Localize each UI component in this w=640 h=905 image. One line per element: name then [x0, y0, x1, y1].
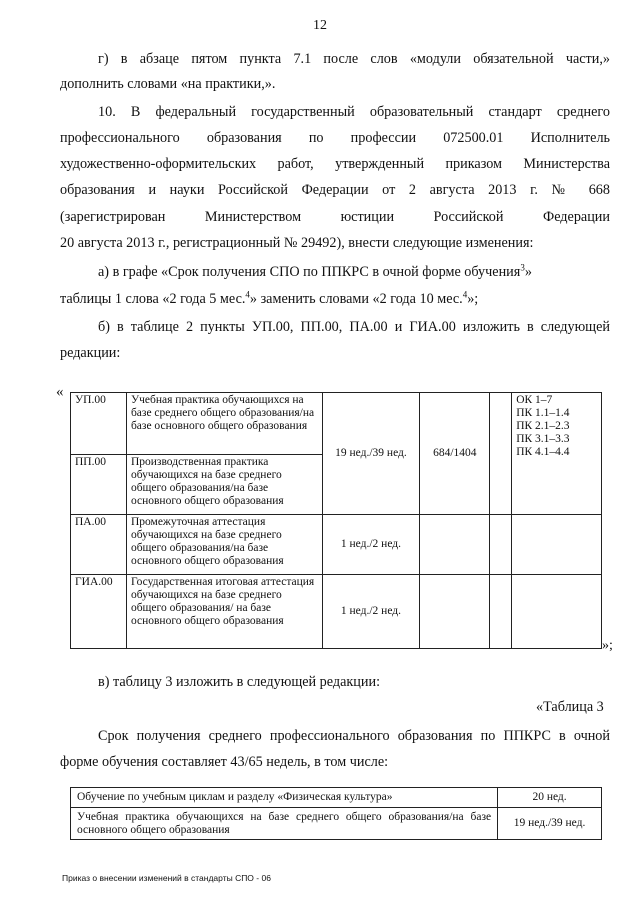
- row-code: ПА.00: [71, 515, 127, 575]
- para-v-line1: в) таблицу 3 изложить в следующей редакции:: [98, 674, 381, 690]
- para-10-line5: (зарегистрирован Министерством юстиции Российской Федерации: [60, 209, 610, 225]
- table-3-label: «Таблица 3: [536, 699, 604, 715]
- empty-cell: [512, 515, 602, 575]
- para-g-line2: дополнить словами «на практики,».: [60, 76, 276, 92]
- para-a-line1: а) в графе «Срок получения СПО по ППКРС в очной форме обучения$^3$»: [98, 262, 532, 280]
- para-b-line1: б) в таблице 2 пункты УП.00, ПП.00, ПА.00 и ГИА.00 изложить в следующей: [98, 319, 610, 335]
- table-3: [70, 787, 602, 840]
- competency: ПК 3.1–3.3: [516, 433, 570, 445]
- table-row: [71, 515, 602, 575]
- row-code: УП.00: [71, 393, 127, 455]
- row-desc: Производственная практика обучающихся на базе среднего общего образования/на базе основного общего образования: [126, 455, 322, 515]
- footer: Приказ о внесении изменений в стандарты СПО - 06: [62, 873, 271, 883]
- table-row: [71, 808, 602, 840]
- close-quote: »;: [602, 638, 613, 653]
- para-a-line2: таблицы 1 слова «2 года 5 мес.$^4$» заменить словами «2 года 10 мес.$^4$»;: [60, 289, 479, 307]
- row-desc: Промежуточная аттестация обучающихся на базе среднего общего образования/на базе основного общего образования: [126, 515, 322, 575]
- para-10-line1: 10. В федеральный государственный образовательный стандарт среднего: [98, 104, 610, 120]
- row-code: ПП.00: [71, 455, 127, 515]
- row-desc: Государственная итоговая аттестация обучающихся на базе среднего общего образования/ на базе основного общего образования: [126, 575, 322, 649]
- row-value: 20 нед.: [498, 788, 602, 808]
- row-weeks: 1 нед./2 нед.: [322, 515, 420, 575]
- merged-weeks: 19 нед./39 нед.: [322, 393, 420, 515]
- open-quote: «: [56, 384, 64, 400]
- competency: ПК 4.1–4.4: [516, 446, 570, 458]
- empty-cell: [490, 515, 512, 575]
- row-code: ГИА.00: [71, 575, 127, 649]
- row-desc: Учебная практика обучающихся на базе среднего общего образования/на базе основного общего образования: [126, 393, 322, 455]
- para-10-line6: 20 августа 2013 г., регистрационный № 29492), внести следующие изменения:: [60, 235, 534, 251]
- merged-hours: 684/1404: [420, 393, 490, 515]
- table-row: [71, 788, 602, 808]
- table-row: [71, 393, 602, 455]
- table-row: [71, 575, 602, 649]
- row-label: Обучение по учебным циклам и разделу «Физическая культура»: [71, 788, 498, 808]
- empty-cell: [490, 575, 512, 649]
- empty-cell: [490, 393, 512, 515]
- competency: ПК 1.1–1.4: [516, 407, 570, 419]
- row-weeks: 1 нед./2 нед.: [322, 575, 420, 649]
- row-value: 19 нед./39 нед.: [498, 808, 602, 840]
- para-b-line2: редакции:: [60, 345, 121, 361]
- competency: ОК 1–7: [516, 394, 553, 406]
- para-10-line4: образования и науки Российской Федерации от 2 августа 2013 г. № 668: [60, 182, 610, 198]
- empty-cell: [420, 515, 490, 575]
- competency: ПК 2.1–2.3: [516, 420, 570, 432]
- empty-cell: [512, 575, 602, 649]
- para-10-line2: профессионального образования по профессии 072500.01 Исполнитель: [60, 130, 610, 146]
- para-10-line3: художественно-оформительских работ, утвержденный приказом Министерства: [60, 156, 610, 172]
- competencies: [512, 393, 602, 515]
- srok-line1: Срок получения среднего профессионального образования по ППКРС в очной: [98, 728, 610, 744]
- empty-cell: [420, 575, 490, 649]
- row-label: Учебная практика обучающихся на базе среднего общего образования/на базе основного общего образования: [71, 808, 498, 840]
- page-number: 12: [313, 18, 327, 33]
- para-g-line1: г) в абзаце пятом пункта 7.1 после слов «модули обязательной части,»: [98, 51, 610, 67]
- table-2: [70, 392, 602, 649]
- srok-line2: форме обучения составляет 43/65 недель, в том числе:: [60, 754, 389, 770]
